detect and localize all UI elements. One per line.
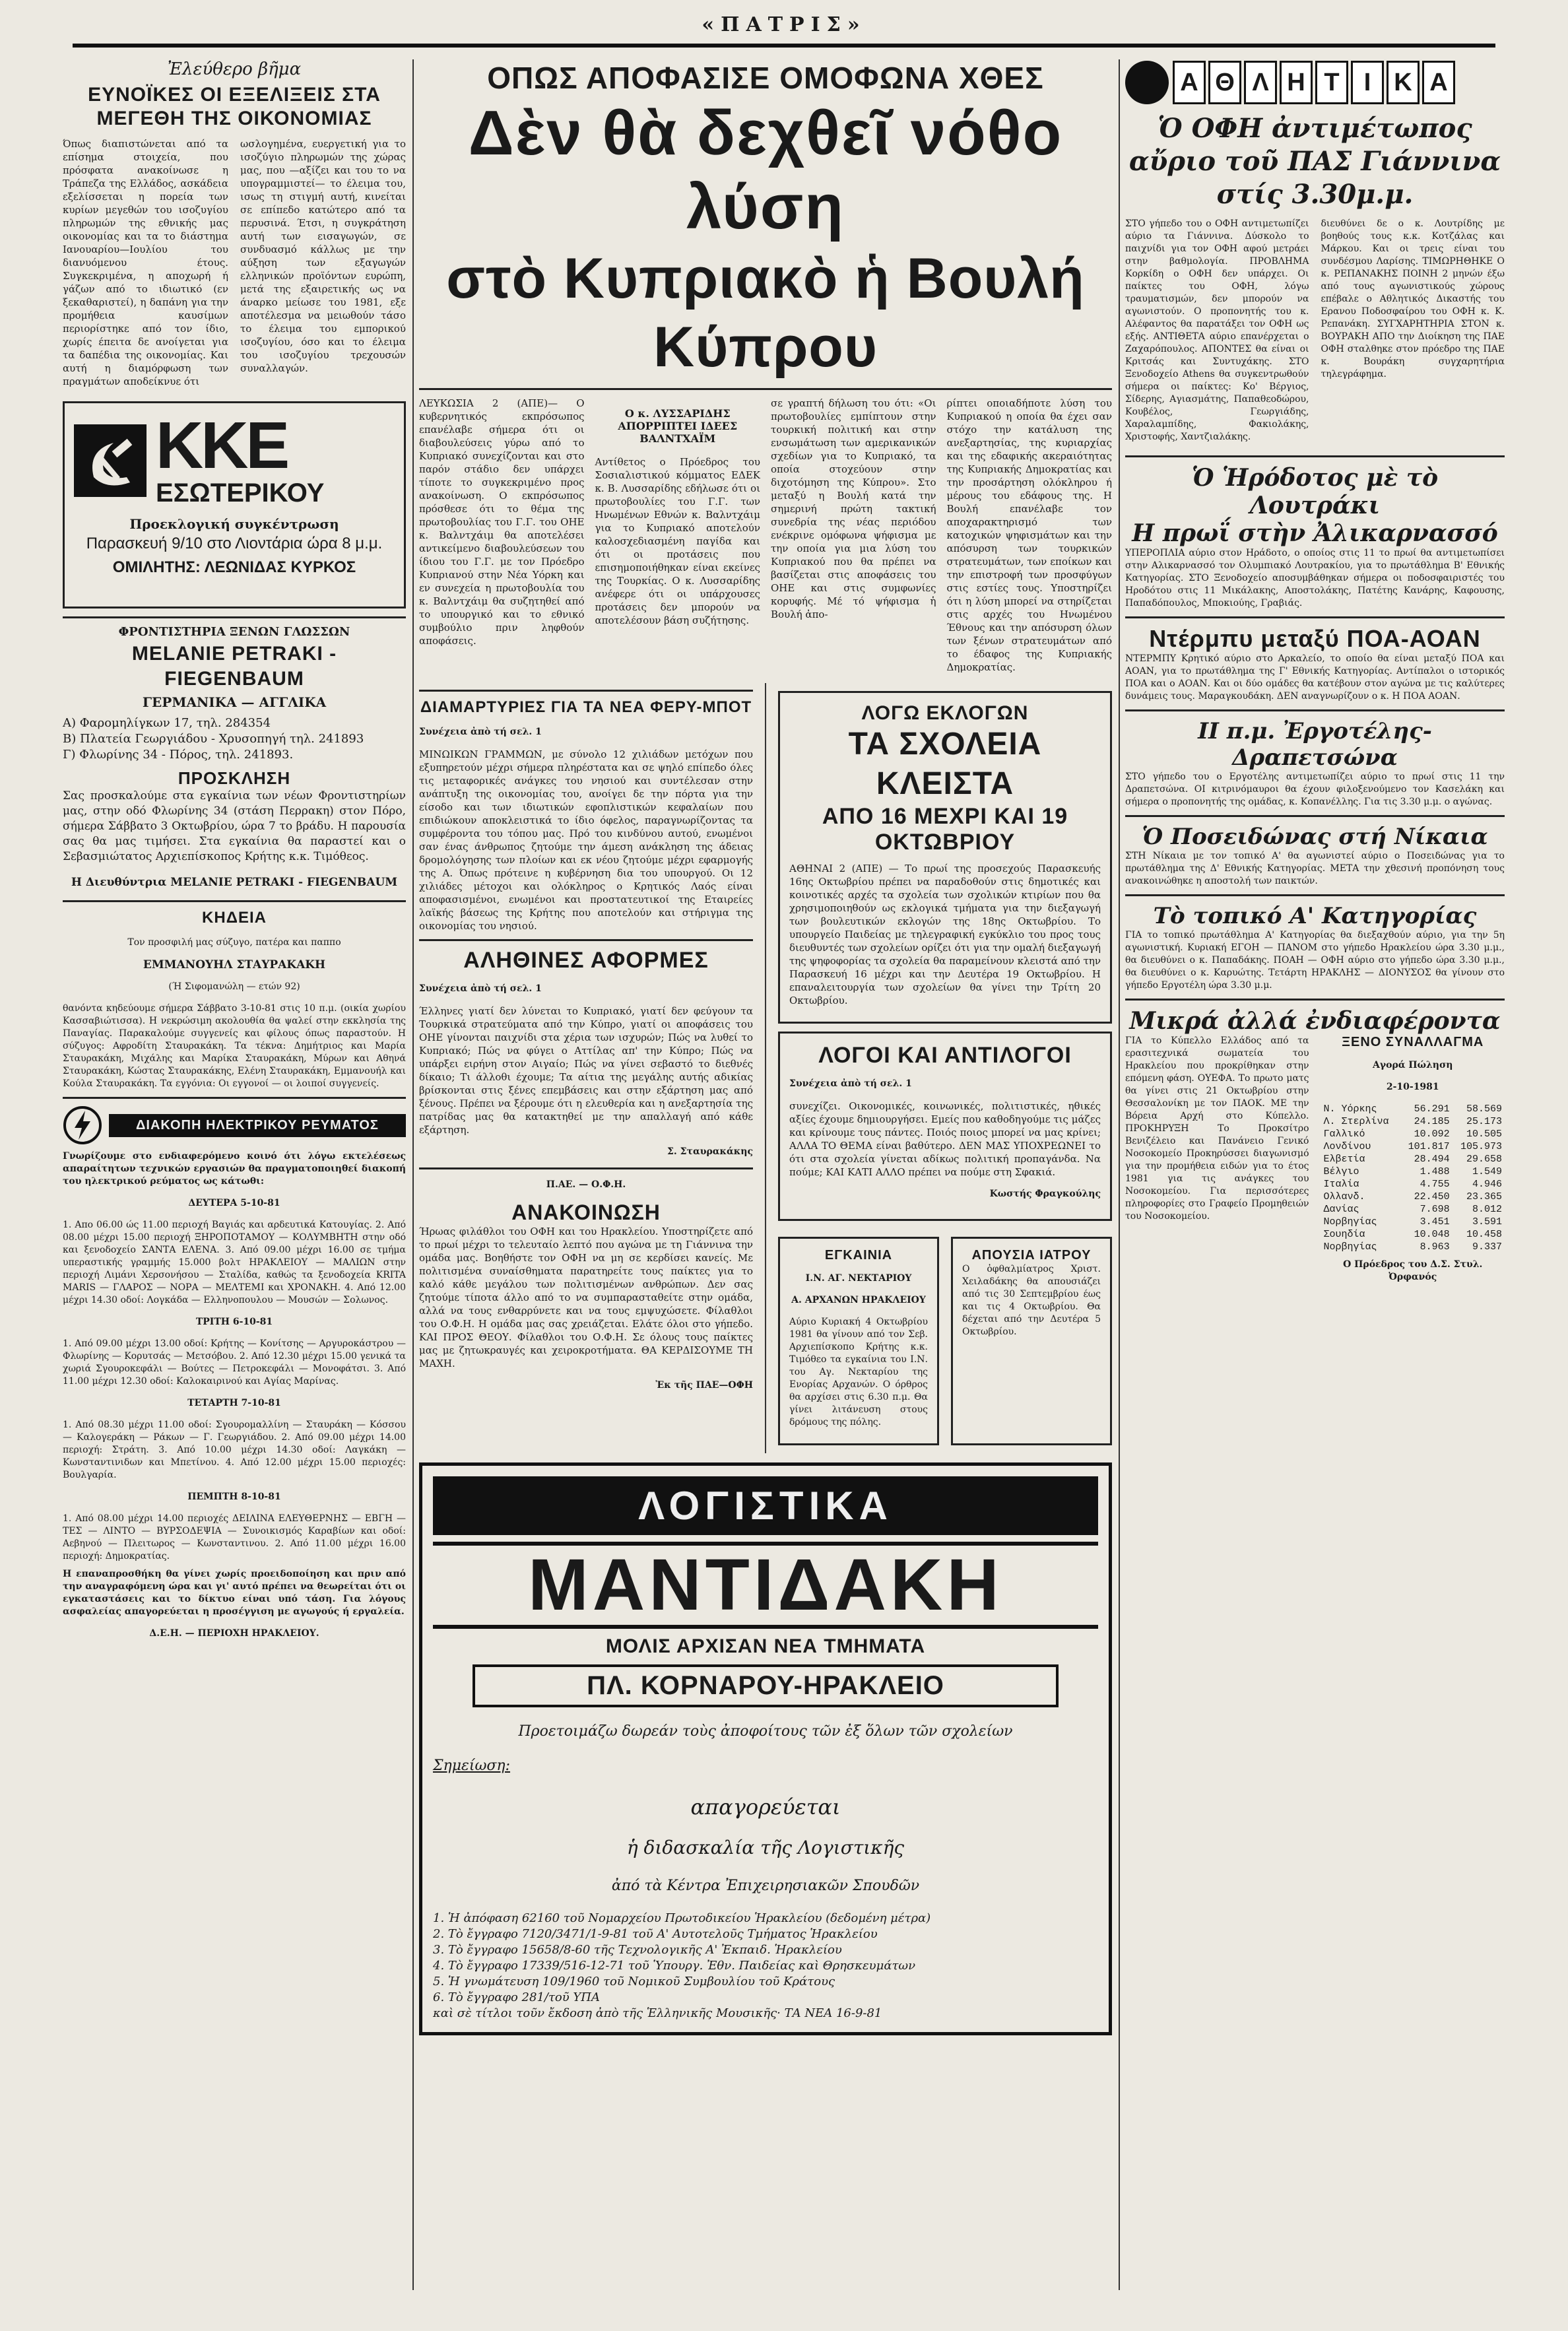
divider <box>1125 894 1505 896</box>
kke-sub: ΕΣΩΤΕΡΙΚΟΥ <box>156 478 325 508</box>
fx-currency: Λονδίνου <box>1323 1141 1371 1152</box>
left-column <box>63 59 406 1649</box>
truths-text: Έλληνες γιατί δεν λύνεται το Κυπριακό, γιατί δεν φεύγουν τα Τουρκικά στρατεύματα από την Κύπρο, γιατί οι αποφάσεις του ΟΗΕ γίνονται παιχνίδι στα χέρια των ισχυρών; Πώς να λυθεί το Κυπριακό; Πώς να φύγει ο Αττίλας απ' την Κύπρο; Πώς να υπάρξει ειρήνη στον Αιγαίο; Πώς να γίνει σεβαστό το διεθνές δίκαιο; Τι άλλοθι έχουμε; Τα αίτια της μεγάλης αυτής αδικίας βρίσκονται στις ξένες επεμβάσεις και στην εξάρτηση μας από ξένους. Πρέπει να ξέρουμε ότι η ελευθερία και η ανεξαρτησία της πατρίδας μας θα κατακτηθεί με την απαλλαγή από κάθε εξάρτηση. <box>419 1005 753 1136</box>
sports-banner-letter: Α <box>1173 61 1206 104</box>
fx-currency: Ολλανδ. <box>1323 1191 1365 1202</box>
fx-row <box>1321 1115 1505 1128</box>
ofi-signature: Ἐκ τῆς ΠΑΕ—ΟΦΗ <box>655 1380 753 1391</box>
sports-headline: Η πρωΐ στὴν Ἀλικαρνασσό <box>1132 519 1498 547</box>
school-address: Β) Πλατεία Γεωργιάδου - Χρυσοπηγή τηλ. 241893 <box>63 732 364 746</box>
power-day: ΠΕΜΠΤΗ 8-10-81 <box>187 1492 281 1502</box>
lies-title: ΛΟΓΟΙ ΚΑΙ ΑΝΤΙΛΟΓΟΙ <box>818 1043 1072 1068</box>
kke-ad <box>63 401 406 608</box>
lead-text: ΛΕΥΚΩΣΙΑ 2 (ΑΠΕ)— Ο κυβερνητικός εκπρόσωπος επανέλαβε σήμερα ότι οι διαβουλεύσεις γύρω από το Κυπριακό συνεχίζονται και στο παρόν στάδιο δεν υπάρχει τίποτε το συγκεκριμένο προς ανακοίνωση. Ο εκπρόσωπος πρόσθεσε ότι το θέμα της πρωτοβουλίας του Γ.Γ. του ΟΗΕ κ. Βαλντχάιμ θα αποτελέσει αντικείμενο διαβουλεύσεων του ίδιου του Γ.Γ. με τον Πρόεδρο Κυπριανού στην Νέα Υόρκη και εν συνεχεία η πρωτοβουλία του κ. Βαλντχάιμ θα συζητηθεί από το υπουργικό και το εθνικό συμβούλιο πριν ληφθούν αποφάσεις. <box>419 397 585 647</box>
lead-text-continued: σε γραπτή δήλωση του ότι: «Οι πρωτοβουλίες εμπίπτουν στην τουρκική πολιτική και στην ενσωμάτωση των αμερικανικών σχεδίων για το Κυπριακό, τα οποία στοχεύουν στην διχοτόμηση της Κύπρου». Στο μεταξύ η Βουλή κατά την σημερινή πρώτη τακτική συνεδρία της νέας περιόδου ενέκρινε ομόφωνα ψήφισμα με την οποία για μια λύση του Κυπριακού που θα πρέπει να βασίζεται στις αποφάσεις του ΟΗΕ και στις συμφωνίες κορυφής. Μέ τό ψήφισμα ἡ Βουλή ἀπο- <box>771 397 936 620</box>
column-separator <box>1119 59 1120 2290</box>
sports-text: ΣΤΟ γήπεδο του ο ΟΦΗ αντιμετωπίζει αύριο τα Γιάννινα. Δύσκολο το παιχνίδι για τον ΟΦΗ αφού μετράει στην βαθμολογία. ΠΡΟΒΛΗΜΑ Κορκίδη ο ΟΦΗ δεν υπάρχει. Οι παίκτες του ΟΦΗ, λόγω τραυματισμών, δεν μπορούν να αγωνιστούν. Ο προπονητής του κ. Αλέφαντος θα παρατάξει τον ΟΦΗ ως εξής. ΑΝΤΙΘΕΤΑ αύριο επανέρχεται ο Ζαχαρόπουλος. ΑΠΟΝΤΕΣ θα είναι οι Κριτσάς και Συντυχάκης. ΣΤΟ Ξενοδοχείο Athens θα συγκεντρωθούν σήμερα οι παίκτες: Κο' Βέργιος, Σίδερης, Αγιασμάτης, Παπαθεοδώρου, Κουβέλος, Γεωργιάδης, Χαραλαμπίδης, Φακιολάκης, Χριστοφής, Χαντζιαλάκης. <box>1125 218 1309 442</box>
sports-text: διευθύνει δε ο κ. Λουτρίδης με βοηθούς τους κ.κ. Κοτζάλας και Μάρκου. Και οι τρεις είναι του συνδέσμου Λαρίσης. ΤΙΜΩΡΗΘΗΚΕ Ο κ. ΡΕΠΑΝΑΚΗΣ ΠΟΙΝΗ 2 μηνών έξω από τους αγωνιστικούς χώρους επέβαλε ο Αθλητικός Δικαστής του Ερανου Ποδοσφαίρου του ΟΦΗ κ. Κ. Ρεπανάκη. ΣΥΓΧΑΡΗΤΗΡΙΑ ΣΤΟΝ κ. ΒΟΥΡΑΚΗ ΑΠΟ την Διοίκηση της ΠΑΕ ΟΦΗ σταλθηκε στον πρόεδρο της ΠΑΕ κ. Βουράκη συγχαρητήρια τηλεγράφημα. <box>1321 218 1505 379</box>
ofi-text: Ήρωας φιλάθλοι του ΟΦΗ και του Ηρακλείου. Υποστηρίζετε από το πρωί μέχρι το τελευταίο λεπτό που αγώνα με τη Γιάννινα την ομάδα μας. Βοηθήστε τον ΟΦΗ να μη σε κερδίσει κανείς. Με πολιτισμένα συναίσθηματα παρατηρείτε τους παίκτες για το καλό κάθε μεγάλου των πολιτισμένων ανθρώπων. Δεν σας ζητούμε τίποτα άλλο από το να συμπαρασταθείτε στην ομάδα, αλλά να τους ενθαρρύνετε και να τους εμψυχώσετε. Φίλαθλοι του Ο.Φ.Η. Η ομάδα μας σας χρειάζεται. Ελάτε όλοι στο γήπεδο. ΚΑΙ ΠΡΟΣ ΘΕΟΥ. Φίλαθλοι του Ο.Φ.Η. Σε όλους τους παίκτες μας με ζητωκραυγές και χειροκροτήματα. ΘΑ ΚΕΡΔΙΣΟΥΜΕ ΤΗ ΜΑΧΗ. <box>419 1226 753 1369</box>
fx-sell: 8.012 <box>1472 1204 1502 1215</box>
fx-row <box>1321 1203 1505 1216</box>
power-day-text: 1. Από 09.00 μέχρι 13.00 οδοί: Κρήτης — Κονίτσης — Αργυροκάστρου — Φλωρίνης — Κορυτσάς — Μετσόβου. 2. Από 12.30 μέχρι 15.00 γενικά τα χωριά Σγουροκεφάλι — Βούτες — Πετροκεφάλι — Μονοφάτσι. 3. Από 11.00 μέχρι 12.30 οδοί: Καλοκαιρινού και Αγίας Μαρίνας. <box>63 1338 406 1387</box>
church-text: Αύριο Κυριακή 4 Οκτωβρίου 1981 θα γίνουν από τον Σεβ. Αρχιεπίσκοπο Κρήτης κ.κ. Τιμόθεο τα εγκαίνια του Ι.Ν. του Αγ. Νεκταρίου της Ενορίας Αρχανών. Ο όρθρος θα αρχίσει στις 6.30 π.μ. Θα γίνει λιτάνευση στους δρόμους της πόλης. <box>789 1317 928 1428</box>
church-place: Ι.Ν. ΑΓ. ΝΕΚΤΑΡΙΟΥ <box>805 1273 912 1284</box>
power-day: ΤΡΙΤΗ 6-10-81 <box>195 1317 273 1327</box>
fx-title: ΞΕΝΟ ΣΥΝΑΛΛΑΓΜΑ <box>1342 1035 1484 1049</box>
fx-buy: 1.488 <box>1420 1166 1450 1177</box>
fx-currency: Νορβηγίας <box>1323 1241 1377 1253</box>
football-icon <box>1125 61 1169 104</box>
schools-kicker: ΛΟΓΩ ΕΚΛΟΓΩΝ <box>861 702 1029 724</box>
sports-text: ΓΙΑ το τοπικό πρωτάθλημα Α' Κατηγορίας θα διεξαχθούν αύριο, για την 5η αγωνιστική. Κυριακή ΕΓΟΗ — ΠΑΝΟΜ στο γήπεδο Ηρακλείου ώρα 3.30 μ.μ., θα διευθύνει ο κ. Παπαδάκης. ΠΟΑΗ — ΟΦΗ αύριο στο γήπεδο ώρα 3.30 μ.μ., θα διευθύνει ο κ. Καρυώτης. Τετάρτη ΗΡΑΚΛΗΣ — ΔΙΟΝΥΣΟΣ θα γίνουν στο γήπεδο Εργοτέλη ώρα 3.30 μ.μ. <box>1125 930 1505 991</box>
schools-text: ΑΘΗΝΑΙ 2 (ΑΠΕ) — Το πρωί της προσεχούς Παρασκευής 16ης Οκτωβρίου πρέπει να παραδοθούν στις δημοτικές και κοινοτικές αρχές τα σχολεία των σχολικών κτιρίων που θα χρησιμοποιηθούν ως εκλογικά τμήματα για την διεξαγωγή των βουλευτικών εκλογών της 18ης Οκτωβρίου. Το υπουργείο Παιδείας με τηλεγραφική εγκύκλιο του προς τους διευθυντές των σχολείων ορίζει ότι για την ομαλή διεξαγωγή της ψηφοφορίας τα σχολεία θα παραμείνουν κλειστά από την Παρασκευή 16 μέχρι και την Δευτέρα 19 Οκτωβρίου. Η επαναλειτουργία των σχολείων θα γίνει την Τρίτη 20 Οκτωβρίου. <box>789 863 1101 1006</box>
ad-offer: Προετοιμάζω δωρεάν τοὺς ἀποφοίτους τῶν ἐξ ὅλων τῶν σχολείων <box>518 1723 1013 1740</box>
ad-law: 2. Τὸ ἔγγραφο 7120/3471/1-9-81 τοῦ Α' Αυτοτελοῦς Τμήματος Ἡρακλείου <box>433 1927 878 1941</box>
sports-story <box>1125 1035 1505 1293</box>
fx-currency: Ελβετία <box>1323 1154 1365 1165</box>
sports-column <box>1125 59 1505 1293</box>
ofi-title: ΑΝΑΚΟΙΝΩΣΗ <box>511 1200 661 1224</box>
funeral-intro: Τον προσφιλή μας σύζυγο, πατέρα και παππο <box>127 937 341 948</box>
ad-note: ἀπό τὰ Κέντρα Ἐπιχειρησιακῶν Σπουδῶν <box>611 1878 920 1894</box>
power-day: ΤΕΤΑΡΤΗ 7-10-81 <box>187 1398 281 1408</box>
ad-note-title: Σημείωση: <box>433 1757 511 1774</box>
ad-law: 1. Ἡ ἀπόφαση 62160 τοῦ Νομαρχείου Πρωτοδικείου Ἡρακλείου (δεδομένη μέτρα) <box>433 1911 931 1925</box>
sports-banner-letter: Τ <box>1315 61 1348 104</box>
church-area: Α. ΑΡΧΑΝΩΝ ΗΡΑΚΛΕΙΟΥ <box>791 1295 926 1305</box>
fx-currency: Γαλλικό <box>1323 1129 1365 1140</box>
church-doctor-row <box>778 1229 1112 1453</box>
sports-banner-letter: Η <box>1280 61 1313 104</box>
divider <box>63 616 406 618</box>
doctor-notice <box>951 1237 1112 1445</box>
lies-text: συνεχίζει. Οικονομικές, κοινωνικές, πολιτιστικές, ηθικές αξίες έχουμε δημιουργήσει. Εμείς που καθοδηγούμε τις μάζες και κρίνουμε τους πάντες. Ποιός ποιος μπορεί να μας κρίνει; ΑΛΛΑ ΤΟ ΘΕΜΑ είναι βαθύτερο. ΔΕΝ ΜΑΣ ΥΠΟΧΡΕΩΝΕΙ το ότι στα σχολεία γίνεται αδίκως πολιτική προπαγάνδα. Να πούμε; ΚΑΙ ΚΑΤΙ ΑΛΛΟ πρέπει να πούμε στη Σφακιά. <box>789 1100 1101 1178</box>
divider <box>1125 999 1505 1001</box>
fx-buy: 8.963 <box>1420 1241 1450 1253</box>
lead-text-continued: ρίπτει οποιαδήποτε λύση του Κυπριακού η οποία θα έχει σαν στόχο την κατάλυση της ανεξαρτησίας, της κυριαρχίας και της εδαφικής ακεραιότητας της Κυπριακής Δημοκρατίας και την προσάρτηση ολόκληρου ή μέρους του εδάφους της. Η Βουλή επανέλαβε τον αποχαρακτηρισμό των κατοχικών ψηφισμάτων και την απόσυρση των τουρκικών στρατευμάτων, των εποίκων και την επιστροφή των προσφύγων στις εστίες τους. Υποστηρίζει ότι η λύση μπορεί να στηρίζεται στις αρχές του Ηνωμένου Έθνους και την απόσυρση όλων των ξένων στρατευμάτων από το έδαφος της Κυπριακής Δημοκρατίας. <box>946 397 1112 673</box>
divider <box>419 388 1112 390</box>
sports-banner <box>1125 59 1505 106</box>
ad-law: καὶ σὲ τίτλοι τοῦν ἔκδοση ἀπὸ τῆς Ἑλληνικῆς Μουσικῆς· ΤΑ ΝΕΑ 16-9-81 <box>433 2006 882 2020</box>
fx-row <box>1321 1191 1505 1203</box>
power-day: ΔΕΥΤΕΡΑ 5-10-81 <box>188 1198 280 1208</box>
fx-row <box>1321 1140 1505 1153</box>
divider <box>1125 455 1505 457</box>
sports-headline: Μικρά ἀλλά ἐνδιαφέροντα <box>1129 1007 1501 1035</box>
lies-continued: Συνέχεια ἀπὸ τή σελ. 1 <box>789 1078 912 1089</box>
fx-row <box>1321 1128 1505 1140</box>
column-body <box>63 137 406 393</box>
fx-row <box>1321 1241 1505 1253</box>
lead-story <box>419 397 1112 679</box>
fx-box <box>1321 1035 1505 1293</box>
fx-buy: 22.450 <box>1414 1191 1450 1202</box>
fx-currency: Βέλγιο <box>1323 1166 1359 1177</box>
fx-sell: 10.458 <box>1466 1229 1502 1240</box>
fx-row <box>1321 1103 1505 1115</box>
kke-letters: ΚΚΕ <box>156 409 288 482</box>
kke-logo <box>74 409 395 508</box>
divider <box>63 900 406 902</box>
sports-headline: ΙΙ π.μ. Ἐργοτέλης-Δραπετσώνα <box>1198 718 1432 771</box>
sports-text: ΣΤΟ γήπεδο του ο Εργοτέλης αντιμετωπίζει αύριο το πρωί στις 11 την Δραπετσώνα. ΟΙ κιτρινόμαυροι θα έχουν φιλοξενούμενο τον Κασελάκη και σήμερα ο προπονητής της ομάδας, κ. Κοπανέλλης. Για τις 3.30 μ.μ. ο αγώνας. <box>1125 772 1505 807</box>
left-stories <box>419 683 753 1453</box>
fx-table <box>1321 1103 1505 1253</box>
fx-currency: Λ. Στερλίνα <box>1323 1116 1389 1127</box>
church-title: ΕΓΚΑΙΝΙΑ <box>824 1248 893 1263</box>
fx-buy: 3.451 <box>1420 1216 1450 1228</box>
fx-sell: 105.973 <box>1460 1141 1502 1152</box>
ad-name: ΜΑΝΤΙΔΑΚΗ <box>433 1542 1098 1629</box>
school-languages: ΓΕΡΜΑΝΙΚΑ — ΑΓΓΛΙΚΑ <box>142 694 327 710</box>
lies-story <box>778 1032 1112 1221</box>
ad-band: ΛΟΓΙΣΤΙΚΑ <box>433 1476 1098 1535</box>
fx-sell: 1.549 <box>1472 1166 1502 1177</box>
divider <box>419 939 753 941</box>
fx-sell: 25.173 <box>1466 1116 1502 1127</box>
power-day-text: 1. Απο 06.00 ώς 11.00 περιοχή Βαγιάς και αρδευτικά Κατουγίας. 2. Από 08.00 μέχρι 15.00 περιοχή ΞΗΡΟΠΟΤΑΜΟΥ — ΚΟΛΥΜΒΗΤΗ στην οδό και ξενοδοχείο ΣΑΝΤΑ ΕΛΕΝΑ. 3. Από 09.00 μέχρι 16.00 σε τμήμα υπεραστικής γραμμής 15.000 βολτ ΗΡΑΚΛΕΙΟΥ — ΜΑΛΙΩΝ στην περιοχή Λιμάνι Χερσονήσου — Σταλίδα, καθώς τα ξενοδοχεία KRITA MARIS — ΓΛΑΡΟΣ — ΝΟΡΑ — ΜΕΛΤΕΜΙ και ΧΡΟΝΑΚΗ. 4. Από 12.00 μέχρι 14.30 οδοί: Λογκάδα — Ελληνοπουλου — Μουσών — Σολωνος. <box>63 1220 406 1305</box>
fx-currency: Ν. Υόρκης <box>1323 1103 1377 1115</box>
divider <box>419 1167 753 1169</box>
fx-currency: Δανίας <box>1323 1204 1359 1215</box>
divider <box>63 1097 406 1099</box>
funeral-nickname: (Ή Σιφομανώλη — ετών 92) <box>168 981 300 992</box>
school-kicker: ΦΡΟΝΤΙΣΤΗΡΙΑ ΞΕΝΩΝ ΓΛΩΣΣΩΝ <box>118 625 350 639</box>
schools-subtitle: ΑΠΟ 16 ΜΕΧΡΙ ΚΑΙ 19 ΟΚΤΩΒΡΙΟΥ <box>822 804 1068 855</box>
fx-buy: 4.755 <box>1420 1179 1450 1190</box>
accounting-ad <box>419 1462 1112 2035</box>
ferry-continued: Συνέχεια ἀπὸ τή σελ. 1 <box>419 727 542 737</box>
top-rule <box>73 44 1495 48</box>
ad-law: 6. Τὸ ἔγγραφο 281/τοῦ ΥΠΑ <box>433 1990 600 2004</box>
invitation-signature: Η Διευθύντρια MELANIE PETRAKI - FIEGENBAUM <box>71 876 398 889</box>
column-separator <box>412 59 414 2290</box>
power-footer: Η επαναπροσθήκη θα γίνει χωρίς προειδοποίηση και πριν από την αναγραφόμενη ώρα και γι' αυτό πρέπει να θεωρείται ότι οι εγκαταστάσεις και το δίκτυο είναι υπό τάση. Για λόγους ασφαλείας απαγορεύεται η προσέγγιση με αγωγούς ή εργαλεία. <box>63 1569 406 1617</box>
sports-banner-letter: Κ <box>1387 61 1420 104</box>
fx-sell: 58.569 <box>1466 1103 1502 1115</box>
invitation-text: Σας προσκαλούμε στα εγκαίνια των νέων Φροντιστηρίων μας, στην οδό Φλωρίνης 34 (στάση Περρακη) στον Πόρο, σήμερα Σάββατο 3 Οκτωβρίου, ώρα 7 το βράδυ. Η παρουσία σας θα μας τιμήσει. Στα εγκαίνια θα παραστεί και ο Σεβασμιώτατος Αρχιεπίσκοπος Κρήτης κ.κ. Τιμόθεος. <box>63 789 406 863</box>
center-column <box>419 59 1112 2035</box>
masthead: «ΠΑΤΡΙΣ» <box>702 13 866 36</box>
hammer-sickle-icon <box>74 424 147 497</box>
divider <box>1125 616 1505 618</box>
fx-row <box>1321 1228 1505 1241</box>
fx-buy: 28.494 <box>1414 1154 1450 1165</box>
fx-buy: 10.092 <box>1414 1129 1450 1140</box>
lyssarides-subhead: Ο κ. ΛΥΣΣΑΡΙΔΗΣ ΑΠΟΡΡΙΠΤΕΙ ΙΔΕΕΣ ΒΑΛΝΤΧΑΪΜ <box>618 407 738 445</box>
schools-title: ΤΑ ΣΧΟΛΕΙΑ ΚΛΕΙΣΤΑ <box>848 727 1042 801</box>
ferry-text: ΜΙΝΩΙΚΩΝ ΓΡΑΜΜΩΝ, με σύνολο 12 χιλιάδων μετόχων που εξυπηρετούν μέχρι σήμερα πληρέστατα και σε ψηλό επίπεδο όλες τις μεταφορικές ανάγκες του νησιού και συντέλεσαν στην ανάπτυξη της οικονομίας του, ανοίγει δε την πόρτα για την είσοδο και των ιδιωτικών εφοπλιστικών κεφαλαίων που επιδιώκουν αποκλειστικά το ίδιο όφελος, παραγνωρίζοντας τα συμφέροντα του τόπου μας. Πρό του κινδύνου αυτού, ενωμένοι σαν ένας άνθρωπος ζητούμε την άμεση ανάκληση της άδειας δρομολόγησης των πλοίων και εκ νέου ζητούμε μέχρι εφαρμογής της Α. Όπως πρότεινε η κυβέρνηση δια του υπουργού. Οι 12 χιλιάδες μέτοχοι και ολόκληρος ο Κρητικός Λαός είναι αποφασισμένοι, ενωμένοι και προστατευτικοί της Εταιρείες λαϊκής βάσεως της Κρήτης που αποτελούν και στήριγμα της οικονομίας του νησιού. <box>419 748 753 932</box>
ad-law: 3. Τὸ ἔγγραφο 15658/8-60 τῆς Τεχνολογικῆς Α' Ἐκπαιδ. Ἡρακλείου <box>433 1943 842 1957</box>
sports-banner-letter: Λ <box>1244 61 1277 104</box>
column-text: ωσλογημένα, ευεργετική για το ισοζύγιο πληρωμών της χώρας μας, που —αξίζει και του το να υπογραμμιστεί— το έλειμα του, ισως τη στιγμή αυτή, κινείται σε επίπεδο κατώτερο από τα περυσινά. Έτσι, η συγκράτηση αυτή των εισαγωγών, σε συνδυασμό κάλλως με την αύξηση των εξαγωγών ελληνικών προϊόντων ευρώπη, μετά της εξαιρετικής ως να άναρκο μείωσε του 1981, εξε αποτέλεσμα να μειωθούν τάσο το έλειμα του εμπορικού ισοζυγίου, όσο και το έλειμα του ισοζυγίου τρεχουσών συναλλαγών. <box>240 138 406 374</box>
fx-sell: 29.658 <box>1466 1154 1502 1165</box>
ad-note: απαγορεύεται <box>690 1794 841 1820</box>
column-text: Όπως διαπιστώνεται από τα επίσημα στοιχεία, που πρόσφατα ανακοίνωσε η Τράπεζα της Ελλάδος, ασκάδεια εξελίσσεται η πορεία των κυρίων μεγεθών του ισοζυγίου πληρωμών της εθνικής μας οικονομίας και τα το διάστημα Ιανουαρίου—Ιουλίου του διανυόμενου έτους. Συγκεκριμένα, η αποχωρή ή γάζων από το ιδιωτικό (εν ξεκαθαριστεί), η δαπάνη για την προμήθεια καυσίμων περιορίστηκε από τον ίδιο, χωρίς έπειτα δε ανοίγεται για τα δαπέδια της οικονομίας. Και αυτή η διαμόρφωση των πραγμάτων αποδείκνυε ότι <box>63 138 228 387</box>
power-day-text: 1. Από 08.30 μέχρι 11.00 οδοί: Σγουρομαλλίνη — Σταυράκη — Κόσσου — Καλογεράκη — Ράκων — Γ. Γεωργιάδου. 2. Από 09.00 μέχρι 14.00 περιοχή: Στράτη. 3. Από 10.00 μέχρι 14.30 οδοί: Λαγκάκη — Κωνσταντινιδων και Μπετίνου. 4. Από 12.00 μέχρι 15.00 περιοχές: Βουλγαρία. <box>63 1420 406 1480</box>
divider <box>1125 815 1505 817</box>
sports-text: ΓΙΑ το Κύπελλο Ελλάδος από τα ερασιτεχνικά σωματεία του Ηρακλείου που προκρίθηκαν στην επόμενη φάση. ΟΥΕΦΑ. Το πρωτο ματς θα γίνει στις 21 Οκτωβρίου στην Θεσσαλονίκη με τον ΠΑΟΚ. ΜΕ την Βόρεια Αρχή στο Κύπελλο. ΠΡΟΚΗΡΥΞΗ Το Προκσίτρο Βενιζέλειο και Πανάνειο Γενικό Νοσοκομείο Προκηρύσσει διαγωνισμό για την προμήθεια ειδών για το έτος 1981 για τις ανάγκες του Νοσοκομείου. Για περισσότερες πληροφορίες στο Γραφείο Προμηθειών του Νοσοκομείου. <box>1125 1035 1309 1222</box>
sports-headline: Ὁ ΟΦΗ ἀντιμέτωπος αὔριο τοῦ ΠΑΣ Γιάννινα στίς 3.30μ.μ. <box>1128 113 1501 210</box>
sports-banner-letter: Θ <box>1208 61 1241 104</box>
fx-date: 2-10-1981 <box>1386 1082 1439 1092</box>
sports-story <box>1125 218 1505 449</box>
funeral-text: θανόντα κηδεύουμε σήμερα Σάββατο 3-10-81 στις 10 π.μ. (οικία χωρίου Κασσαβιώτισσα). Η νεκρώσιμη ακολουθία θα ψαλεί στην εκκλησία της Παναγίας. Παρακαλούμε συγγενείς και φίλους όπως παραστούν. Η σύζυγος: Αφροδίτη Σταυρακάκη. Τα τέκνα: Δημήτριος και Μαρία Σταυρακάκη, Μιχάλης και Μαρίκα Σταυρακάκη, Μύρων και Αθηνά Σταυρακάκη, Κώστας Σταυρακάκης, Ελένη Σταυρακάκη, Εμμανουήλ και Κούλα Σταυρακάκη. Τα εγγόνια: Οι εγγονοί — οι λοιποί συγγενείς. <box>63 1003 406 1089</box>
funeral-notice <box>63 909 406 1090</box>
power-signature: Δ.Ε.Η. — ΠΕΡΙΟΧΗ ΗΡΑΚΛΕΙΟΥ. <box>149 1628 319 1639</box>
kke-when: Παρασκευή 9/10 στο Λιοντάρια ώρα 8 μ.μ. <box>86 535 383 552</box>
fx-sell: 4.946 <box>1472 1179 1502 1190</box>
kke-speaker: ΟΜΙΛΗΤΗΣ: ΛΕΩΝΙΔΑΣ ΚΥΡΚΟΣ <box>112 558 356 576</box>
power-intro: Γνωρίζουμε στο ενδιαφερόμενο κοινό ότι λόγω εκτελέσεως απαραίτητων τεχνικών εργασιών θα πραγματοποιηθεί διακοπή του ηλεκτρικού ρεύματος ως κάτωθι: <box>63 1151 406 1187</box>
invitation-title: ΠΡΟΣΚΛΗΣΗ <box>178 768 291 788</box>
fx-row <box>1321 1166 1505 1178</box>
power-outage-title: ΔΙΑΚΟΠΗ ΗΛΕΚΤΡΙΚΟΥ ΡΕΥΜΑΤΟΣ <box>109 1114 406 1137</box>
fx-currency: Νορβηγίας <box>1323 1216 1377 1228</box>
right-stories <box>778 683 1112 1453</box>
lyssarides-text: Αντίθετος ο Πρόεδρος του Σοσιαλιστικού κόμματος ΕΔΕΚ κ. Β. Λυσσαρίδης εδήλωσε ότι οι πρωτοβουλίες του Γ.Γ. των Ηνωμένων Εθνών κ. Βαλντχάιμ για το Κυπριακό αποτελούν καλοσχεδιασμένη παγίδα και ότι οι προτάσεις που επισημοποιήθηκαν είναι εκείνες της Τουρκίας. Ο κ. Λυσσαρίδης ανέφερε ότι οι υπάρχουσες προτάσεις δεν μπορούν να αποτελέσουν βάση συζήτησης. <box>595 456 760 626</box>
truths-signature: Σ. Σταυρακάκης <box>667 1146 753 1157</box>
school-address: Γ) Φλωρίνης 34 - Πόρος, τηλ. 241893. <box>63 748 294 762</box>
ad-sub: ΜΟΛΙΣ ΑΡΧΙΣΑΝ ΝΕΑ ΤΜΗΜΑΤΑ <box>605 1635 926 1657</box>
fx-currency: Ιταλία <box>1323 1179 1359 1190</box>
sports-banner-letter: Ι <box>1351 61 1384 104</box>
divider <box>419 690 753 692</box>
doctor-title: ΑΠΟΥΣΙΑ ΙΑΤΡΟΥ <box>971 1248 1092 1263</box>
funeral-name: ΕΜΜΑΝΟΥΗΛ ΣΤΑΥΡΑΚΑΚΗ <box>143 958 326 971</box>
schools-story <box>778 691 1112 1024</box>
sports-banner-letter: Α <box>1422 61 1455 104</box>
column-kicker: Ἐλεύθερο βῆμα <box>167 59 302 79</box>
column-separator <box>765 683 766 1453</box>
sports-headline: Ὁ Ποσειδώνας στή Νίκαια <box>1142 824 1488 850</box>
fx-sell: 3.591 <box>1472 1216 1502 1228</box>
sports-banner-letters <box>1173 61 1455 104</box>
fx-row <box>1321 1153 1505 1166</box>
lies-signature: Κωστής Φραγκούλης <box>989 1189 1101 1199</box>
ad-law: 4. Τὸ ἔγγραφο 17339/516-12-71 τοῦ Ὑπουργ. Ἐθν. Παιδείας καὶ Θρησκευμάτων <box>433 1959 916 1973</box>
fx-buy: 101.817 <box>1408 1141 1450 1152</box>
fx-row <box>1321 1178 1505 1191</box>
ofi-kicker: Π.ΑΕ. — Ο.Φ.Η. <box>546 1179 626 1190</box>
ad-law: 5. Ἡ γνωμάτευση 109/1960 τοῦ Νομικοῦ Συμβουλίου τοῦ Κράτους <box>433 1975 835 1988</box>
fx-subtitle: Αγορά Πώληση <box>1373 1060 1453 1070</box>
sports-headline: Τὸ τοπικό Α' Κατηγορίας <box>1153 903 1477 929</box>
fx-buy: 10.048 <box>1414 1229 1450 1240</box>
truths-title: ΑΛΗΘΙΝΕΣ ΑΦΟΡΜΕΣ <box>463 948 709 973</box>
fx-currency: Σουηδία <box>1323 1229 1365 1240</box>
fx-buy: 7.698 <box>1420 1204 1450 1215</box>
school-address: Α) Φαρομηλίγκων 17, τηλ. 284354 <box>63 716 271 730</box>
fx-sell: 10.505 <box>1466 1129 1502 1140</box>
sports-headline: Ὁ Ἡρόδοτος μὲ τὸ Λουτράκι <box>1191 464 1439 519</box>
lead-kicker: ΟΠΩΣ ΑΠΟΦΑΣΙΣΕ ΟΜΟΦΩΝΑ ΧΘΕΣ <box>487 61 1044 95</box>
kke-event: Προεκλογική συγκέντρωση <box>129 516 339 532</box>
sports-text: ΥΠΕΡΟΠΛΙΑ αύριο στον Ηράδοτο, ο οποίος στις 11 το πρωί θα αντιμετωπίσει στην Αλικαρνασσό τον Ολυμπιακό Λουτρακίου, για το πρωτάθλημα Β' Εθνικής Κατηγορίας. ΣΤΟ Ξενοδοχείο αποσυμβάθηκαν σήμερα οι ποδοσφαιριστές του Ηροδότου στις 11 Μικάλακης, Αποστολάκης, Πατέτης Κανάρης, Καφουσης, Παπαδόπουλος, Μποκιούης, Γραβιάς. <box>1125 548 1505 608</box>
funeral-title: ΚΗΔΕΙΑ <box>202 909 267 927</box>
church-notice <box>778 1237 939 1445</box>
fx-buy: 56.291 <box>1414 1103 1450 1115</box>
language-school-ad <box>63 625 406 889</box>
ad-address: ΠΛ. ΚΟΡΝΑΡΟΥ-ΗΡΑΚΛΕΙΟ <box>473 1664 1059 1707</box>
ad-note: ἡ διδασκαλία τῆς Λογιστικῆς <box>626 1837 905 1858</box>
truths-continued: Συνέχεια ἀπὸ τή σελ. 1 <box>419 983 542 994</box>
doctor-text: Ο ὀφθαλμίατρος Χριστ. Χειλαδάκης θα απουσιάζει από τις 30 Σεπτεμβρίου έως και τις 4 Οκτωβρίου. Θα δέχεται από την Δευτέρα 5 Οκτωβρίου. <box>962 1264 1101 1337</box>
lead-headline: στὸ Κυπριακὸ ἡ Βουλή Κύπρου <box>446 247 1085 379</box>
power-outage-notice <box>63 1105 406 1640</box>
school-name: MELANIE PETRAKI - FIEGENBAUM <box>131 643 337 690</box>
power-day-text: 1. Από 08.00 μέχρι 14.00 περιοχές ΔΕΙΛΙΝΑ ΕΛΕΥΘΕΡΝΗΣ — ΕΒΓΗ — ΤΕΣ — ΛΙΝΤΟ — ΒΥΡΣΟΔΕΨΙΑ — Συνοικισμός Καραβίων και οδοί: Αεβηνού — Πλειτωρος — Κωνσταντινου. 2. Από 11.00 μέχρι 16.00 περιοχή: Δημοκρατίας. <box>63 1513 406 1561</box>
lead-headline: Δὲν θὰ δεχθεῖ νόθο λύση <box>468 98 1063 242</box>
sports-text: ΝΤΕΡΜΠΥ Κρητικό αύριο στο Αρκαλείο, το οποίο θα είναι μεταξύ ΠΟΑ και ΑΟΑΝ, για το πρωτάθλημα της Γ' Εθνικής Κατηγορίας. Αντίπαλοι ο ιστορικός ΠΟΑ και ο ΑΟΑΝ. Και οι δύο ομάδες θα κατέβουν στον αγώνα με τις καλύτερες δυνάμεις τους. Μαραγκουδάκη. ΔΕΝ αναγνωρίζουν ο κ. Η ΠΟΑ ΑΟΑΝ. <box>1125 653 1505 702</box>
column-title: ΕΥΝΟΪΚΕΣ ΟΙ ΕΞΕΛΙΞΕΙΣ ΣΤΑ ΜΕΓΕΘΗ ΤΗΣ ΟΙΚΟΝΟΜΙΑΣ <box>88 84 381 129</box>
fx-signature: Ο Πρόεδρος του Δ.Σ. Στυλ. Ὀρφανός <box>1343 1259 1483 1282</box>
dei-logo-icon <box>63 1105 102 1145</box>
fx-row <box>1321 1216 1505 1228</box>
divider <box>1125 709 1505 711</box>
sports-text: ΣΤΗ Νίκαια με τον τοπικό Α' θα αγωνιστεί αύριο ο Ποσειδώνας για το πρωτάθλημα της Δ' Εθνικής Κατηγορίας. ΜΕΤΑ την χθεσινή προπόνηση τους ανακοινώθηκε η αποστολή των παικτών. <box>1125 851 1505 886</box>
ferry-title: ΔΙΑΜΑΡΤΥΡΙΕΣ ΓΙΑ ΤΑ ΝΕΑ ΦΕΡΥ-ΜΠΟΤ <box>420 698 752 716</box>
fx-sell: 23.365 <box>1466 1191 1502 1202</box>
sports-headline: Ντέρμπυ μεταξύ ΠΟΑ-ΑΟΑΝ <box>1149 625 1481 652</box>
fx-buy: 24.185 <box>1414 1116 1450 1127</box>
fx-sell: 9.337 <box>1472 1241 1502 1253</box>
